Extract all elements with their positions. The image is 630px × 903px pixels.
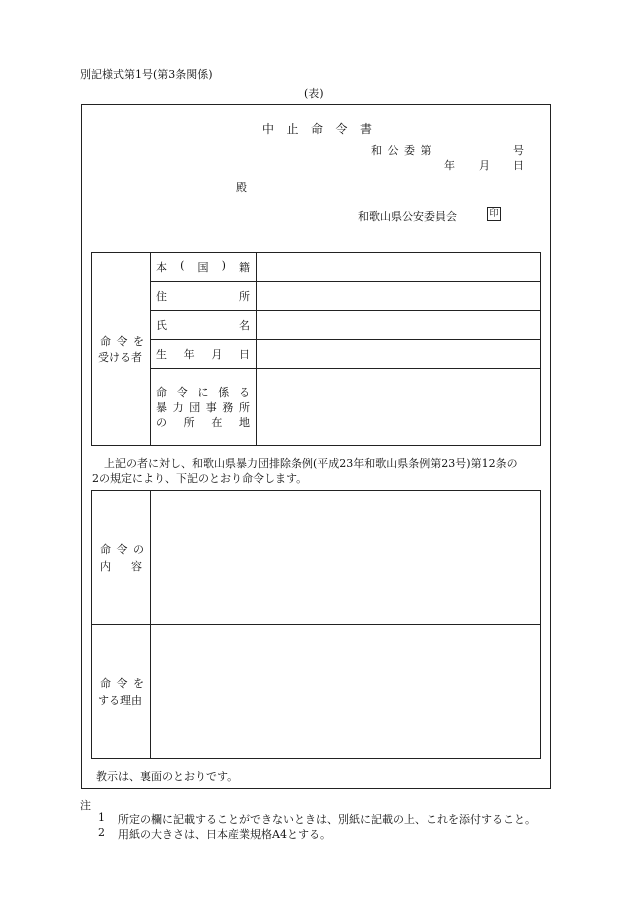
title-char: 止 — [286, 122, 299, 136]
label-char: 本 — [156, 261, 167, 274]
nationality-label — [151, 253, 257, 282]
title-char: 命 — [310, 122, 323, 136]
office-location-field[interactable] — [257, 369, 541, 446]
label-char: 容 — [131, 559, 142, 573]
note-number: 2 — [98, 826, 105, 839]
label-char: 係 — [218, 385, 230, 399]
title-char: 中 — [262, 122, 275, 136]
label-char: 所 — [238, 400, 250, 414]
label-char: ( — [180, 259, 185, 272]
document-number-suffix: 号 — [513, 144, 524, 157]
label-char: る — [239, 385, 250, 399]
label-char: 地 — [238, 415, 250, 429]
recipient-group-label — [92, 253, 151, 446]
date-month: 月 — [479, 159, 490, 172]
label-char: 生 — [156, 348, 167, 361]
label-char: 命 — [156, 385, 167, 399]
label-char: ) — [221, 259, 226, 272]
address-label — [151, 282, 257, 311]
statement-line2: 2の規定により、下記のとおり命令します。 — [92, 472, 308, 485]
label-char: 所 — [183, 415, 195, 429]
order-table — [91, 490, 541, 759]
label-char: の — [156, 415, 167, 429]
label-char: に — [197, 385, 209, 399]
reason-label-line2: する理由 — [98, 693, 142, 707]
label-char: 名 — [239, 319, 250, 332]
label-char: 事 — [205, 400, 217, 414]
office-location-label — [151, 369, 257, 446]
label-char: 籍 — [238, 261, 250, 274]
notes-heading: 注 — [80, 799, 91, 812]
label-char: 暴 — [156, 400, 167, 414]
date-year: 年 — [444, 159, 455, 172]
note-number: 1 — [98, 811, 105, 824]
nationality-field[interactable] — [257, 253, 541, 282]
label-char: 所 — [239, 290, 250, 303]
label-char: 内 — [100, 559, 111, 573]
statement-line1: 上記の者に対し、和歌山県暴力団排除条例(平成23年和歌山県条例第23号)第12条の — [104, 457, 518, 470]
note-text: 所定の欄に記載することができないときは、別紙に記載の上、これを添付すること。 — [118, 813, 536, 826]
date-day: 日 — [513, 159, 524, 172]
order-reason-label — [92, 625, 151, 759]
form-reference: 別記様式第1号(第3条関係) — [80, 68, 213, 81]
name-field[interactable] — [257, 311, 541, 340]
label-char: 日 — [238, 348, 250, 361]
group-label-line1: 命 令 を — [100, 335, 145, 348]
label-char: 力 — [172, 400, 184, 414]
label-char: 令 — [176, 385, 188, 399]
seal-mark: 印 — [487, 207, 501, 221]
label-char: 在 — [211, 415, 223, 429]
birthdate-label — [151, 340, 257, 369]
document-title — [262, 120, 372, 137]
label-char: 団 — [189, 400, 201, 414]
name-label — [151, 311, 257, 340]
title-char: 書 — [359, 122, 372, 136]
issuer-name: 和歌山県公安委員会 — [358, 210, 457, 223]
label-char: 国 — [197, 261, 209, 274]
birthdate-field[interactable] — [257, 340, 541, 369]
instruction-note: 教示は、裏面のとおりです。 — [96, 770, 239, 783]
order-reason-field[interactable] — [151, 625, 541, 759]
order-content-field[interactable] — [151, 491, 541, 625]
label-char: 氏 — [156, 319, 167, 332]
addressee-suffix: 殿 — [236, 181, 247, 194]
recipient-table — [91, 252, 541, 446]
title-char: 令 — [335, 122, 348, 136]
note-text: 用紙の大きさは、日本産業規格A4とする。 — [118, 828, 331, 841]
label-char: 月 — [211, 348, 223, 361]
label-char: 年 — [183, 348, 195, 361]
side-label: (表) — [304, 87, 324, 100]
reason-label-line1: 命 令 を — [100, 676, 145, 690]
content-label-line1: 命 令 の — [100, 542, 145, 556]
address-field[interactable] — [257, 282, 541, 311]
label-char: 務 — [222, 400, 234, 414]
group-label-line2: 受ける者 — [98, 351, 142, 364]
order-content-label — [92, 491, 151, 625]
label-char: 住 — [156, 290, 167, 303]
document-number-prefix: 和 公 委 第 — [371, 144, 433, 157]
